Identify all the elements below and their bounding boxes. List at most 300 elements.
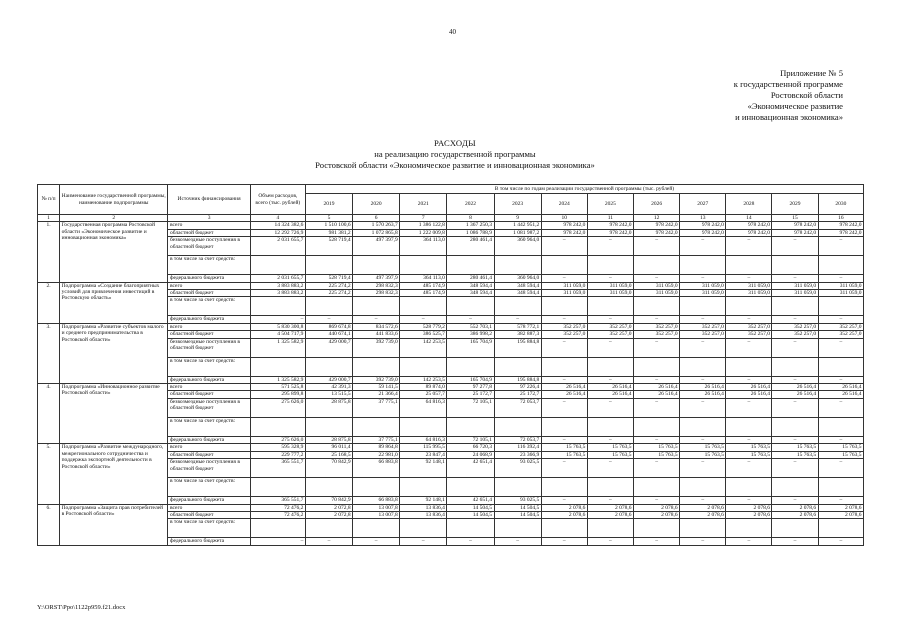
year-value: 26 516,4	[726, 384, 772, 391]
year-value: 2 078,6	[587, 504, 633, 511]
year-value	[772, 297, 818, 316]
year-value: –	[634, 398, 680, 417]
year-value: –	[541, 436, 587, 443]
year-value	[818, 519, 863, 538]
year-value: 26 516,4	[680, 384, 726, 391]
year-value: 37 775,1	[353, 398, 400, 417]
year-value: 26 516,4	[541, 391, 587, 398]
header-year: 2019	[305, 194, 352, 215]
year-value: 42 391,3	[305, 384, 352, 391]
year-value	[772, 478, 818, 497]
year-value: 89 874,0	[400, 384, 447, 391]
year-value: 2 078,6	[818, 504, 863, 511]
year-value: 26 516,4	[680, 391, 726, 398]
year-value	[447, 478, 494, 497]
year-value	[680, 357, 726, 376]
heading-title: РАСХОДЫ	[434, 138, 476, 148]
year-value	[541, 478, 587, 497]
year-value	[726, 417, 772, 436]
year-value: 2 078,6	[772, 504, 818, 511]
year-value: –	[587, 436, 633, 443]
program-name: Государственная программа Ростовской области «Экономическое развитие и инновационная экономика»	[60, 222, 168, 282]
year-value: 195 884,8	[494, 338, 541, 357]
funding-source: всего	[168, 504, 250, 511]
year-value: 311 059,0	[541, 282, 587, 289]
year-value: –	[772, 459, 818, 478]
table-row	[38, 222, 864, 229]
year-value: 14 504,5	[447, 504, 494, 511]
year-value: 165 704,9	[447, 376, 494, 383]
year-value: 311 059,0	[726, 282, 772, 289]
header-source: Источник финансирования	[168, 185, 250, 215]
column-number: 12	[634, 215, 680, 222]
year-value: 311 059,0	[818, 290, 863, 297]
year-value: –	[726, 538, 772, 545]
year-value: 440 674,1	[305, 331, 352, 338]
year-value: 352 257,0	[587, 331, 633, 338]
year-value: 72 053,7	[494, 436, 541, 443]
year-value: –	[587, 497, 633, 504]
year-value: 22 981,0	[353, 451, 400, 458]
funding-source: федерального бюджета	[168, 316, 250, 323]
year-value	[400, 478, 447, 497]
year-value: 352 257,0	[680, 323, 726, 330]
heading-subtitle: на реализацию государственной программы	[374, 149, 536, 159]
year-value	[494, 519, 541, 538]
year-value: 26 516,4	[726, 391, 772, 398]
year-value: –	[634, 338, 680, 357]
year-value: –	[818, 316, 863, 323]
year-value: 1 086 788,9	[447, 229, 494, 236]
year-value: 311 059,0	[818, 282, 863, 289]
total-value	[250, 357, 305, 376]
year-value	[634, 519, 680, 538]
year-value: 311 059,0	[587, 282, 633, 289]
row-number: 6.	[38, 504, 60, 545]
year-value: –	[634, 497, 680, 504]
year-value: 834 572,6	[353, 323, 400, 330]
year-value	[400, 417, 447, 436]
year-value: 15 763,5	[772, 444, 818, 451]
year-value: 429 000,7	[305, 376, 352, 383]
year-value: 165 704,9	[447, 338, 494, 357]
year-value: 352 257,0	[818, 323, 863, 330]
year-value: 978 242,0	[587, 222, 633, 229]
year-value: 348 594,4	[447, 290, 494, 297]
year-value: –	[726, 338, 772, 357]
year-value: –	[541, 459, 587, 478]
funding-source: в том числе за счет средств:	[168, 297, 250, 316]
year-value: 93 025,5	[494, 459, 541, 478]
year-value	[494, 478, 541, 497]
year-value: 311 059,0	[772, 282, 818, 289]
year-value	[587, 519, 633, 538]
year-value	[818, 297, 863, 316]
year-value: 97 226,4	[494, 384, 541, 391]
year-value: 352 257,0	[726, 323, 772, 330]
year-value: 93 025,5	[494, 497, 541, 504]
year-value: –	[726, 275, 772, 282]
year-value: –	[541, 275, 587, 282]
row-number: 2.	[38, 282, 60, 323]
total-value: 2 031 655,7	[250, 275, 305, 282]
year-value: 497 397,9	[353, 237, 400, 256]
year-value: 348 594,4	[447, 282, 494, 289]
total-value	[250, 256, 305, 275]
year-value: 364 113,0	[400, 237, 447, 256]
year-value: 981 381,2	[305, 229, 352, 236]
funding-source: федерального бюджета	[168, 436, 250, 443]
expenses-table	[37, 184, 864, 546]
year-value: –	[818, 538, 863, 545]
year-value: 1 072 865,8	[353, 229, 400, 236]
year-value: –	[587, 398, 633, 417]
total-value	[250, 417, 305, 436]
total-value: 1 325 582,9	[250, 376, 305, 383]
column-number: 5	[305, 215, 352, 222]
year-value: 15 763,5	[818, 444, 863, 451]
year-value: 2 078,6	[541, 511, 587, 518]
year-value	[353, 357, 400, 376]
year-value: 24 068,9	[447, 451, 494, 458]
year-value: –	[680, 376, 726, 383]
column-number: 2	[60, 215, 168, 222]
year-value	[305, 256, 352, 275]
header-year: 2022	[447, 194, 494, 215]
year-value: 978 242,0	[772, 222, 818, 229]
year-value	[447, 297, 494, 316]
year-value: –	[726, 237, 772, 256]
year-value: 115 995,5	[400, 444, 447, 451]
year-value: 15 763,5	[680, 451, 726, 458]
year-value: –	[587, 237, 633, 256]
year-value: 311 059,0	[587, 290, 633, 297]
year-value: 14 504,5	[447, 511, 494, 518]
year-value	[353, 417, 400, 436]
year-value	[772, 519, 818, 538]
year-value: 26 516,4	[634, 391, 680, 398]
funding-source: всего	[168, 384, 250, 391]
year-value: 2 078,6	[726, 504, 772, 511]
year-value: 26 516,4	[541, 384, 587, 391]
year-value: –	[772, 497, 818, 504]
program-name: Подпрограмма «Защита прав потребителей в Ростовской области»	[60, 504, 168, 545]
total-value: 229 777,2	[250, 451, 305, 458]
year-value: 978 242,0	[541, 229, 587, 236]
year-value: 298 832,3	[353, 290, 400, 297]
total-value: 275 626,0	[250, 436, 305, 443]
year-value: 42 651,4	[447, 497, 494, 504]
year-value: 66 883,8	[353, 497, 400, 504]
year-value: –	[680, 398, 726, 417]
year-value	[818, 478, 863, 497]
header-year: 2020	[353, 194, 400, 215]
year-value: –	[680, 459, 726, 478]
year-value: –	[634, 316, 680, 323]
year-value: –	[587, 376, 633, 383]
year-value: 37 775,1	[353, 436, 400, 443]
year-value: 280 461,4	[447, 275, 494, 282]
year-value: –	[305, 538, 352, 545]
year-value: 2 078,6	[680, 511, 726, 518]
year-value: 978 242,0	[818, 222, 863, 229]
year-value: 42 651,4	[447, 459, 494, 478]
column-number: 11	[587, 215, 633, 222]
year-value: 352 257,0	[680, 331, 726, 338]
year-value: 142 253,5	[400, 338, 447, 357]
year-value: –	[818, 376, 863, 383]
year-value: 15 763,5	[587, 451, 633, 458]
year-value: 528 719,4	[305, 275, 352, 282]
year-value: 13 836,4	[400, 504, 447, 511]
year-value	[494, 256, 541, 275]
year-value: 352 257,0	[818, 331, 863, 338]
year-value: 26 516,4	[587, 391, 633, 398]
year-value: 70 842,9	[305, 459, 352, 478]
year-value: 382 887,3	[494, 331, 541, 338]
year-value: 348 594,4	[494, 290, 541, 297]
year-value: 15 763,5	[541, 451, 587, 458]
year-value: –	[772, 275, 818, 282]
year-value: 15 763,5	[726, 444, 772, 451]
year-value: 72 053,7	[494, 398, 541, 417]
year-value: 97 277,8	[447, 384, 494, 391]
total-value: 365 551,7	[250, 459, 305, 478]
year-value	[305, 297, 352, 316]
total-value: –	[250, 538, 305, 545]
row-number: 3.	[38, 323, 60, 383]
header-num: № п/п	[38, 185, 60, 215]
year-value: 15 763,5	[587, 444, 633, 451]
total-value: –	[250, 316, 305, 323]
program-name: Подпрограмма «Развитие международного, межрегионального сотрудничества и поддержка экспортной деятельности в Ростовской области»	[60, 444, 168, 504]
total-value: 3 883 883,2	[250, 290, 305, 297]
year-value: 26 516,4	[772, 391, 818, 398]
year-value: –	[772, 538, 818, 545]
year-value: 225 274,2	[305, 282, 352, 289]
total-value: 275 626,0	[250, 398, 305, 417]
year-value: –	[587, 316, 633, 323]
year-value: 485 174,9	[400, 282, 447, 289]
year-value: –	[541, 237, 587, 256]
year-value	[400, 256, 447, 275]
year-value	[305, 519, 352, 538]
year-value: 15 763,5	[680, 444, 726, 451]
funding-source: безвозмездные поступления в областной бюджет	[168, 459, 250, 478]
year-value: –	[634, 376, 680, 383]
funding-source: в том числе за счет средств:	[168, 519, 250, 538]
total-value: 365 551,7	[250, 497, 305, 504]
funding-source: областной бюджет	[168, 391, 250, 398]
total-value: 14 324 382,6	[250, 222, 305, 229]
column-number: 1	[38, 215, 60, 222]
appendix-line: Ростовской области	[770, 90, 843, 100]
funding-source: всего	[168, 222, 250, 229]
year-value: 2 078,6	[818, 511, 863, 518]
year-value: 485 174,9	[400, 290, 447, 297]
year-value	[726, 256, 772, 275]
year-value: 23 847,4	[400, 451, 447, 458]
year-value: 96 011,4	[305, 444, 352, 451]
year-value: 2 072,8	[305, 511, 352, 518]
year-value: 15 763,5	[726, 451, 772, 458]
column-number: 13	[680, 215, 726, 222]
year-value: 2 078,6	[680, 504, 726, 511]
year-value: 869 674,8	[305, 323, 352, 330]
year-value	[726, 297, 772, 316]
total-value: 295 899,8	[250, 391, 305, 398]
year-value: 64 816,3	[400, 436, 447, 443]
year-value: 25 172,7	[494, 391, 541, 398]
year-value: –	[634, 237, 680, 256]
total-value: 2 031 655,7	[250, 237, 305, 256]
year-value: 298 832,3	[353, 282, 400, 289]
year-value: 1 386 122,8	[400, 222, 447, 229]
table-row	[38, 282, 864, 289]
page-number: 40	[449, 28, 456, 36]
year-value	[353, 478, 400, 497]
header-year: 2027	[680, 194, 726, 215]
year-value	[680, 297, 726, 316]
row-number: 4.	[38, 384, 60, 444]
year-value	[353, 297, 400, 316]
year-value: –	[818, 459, 863, 478]
year-value: 978 242,0	[726, 222, 772, 229]
program-name: Подпрограмма «Создание благоприятных условий для привлечения инвестиций в Ростовскую область»	[60, 282, 168, 323]
appendix-line: и инновационная экономика»	[735, 112, 843, 122]
year-value: –	[818, 237, 863, 256]
year-value: 142 253,5	[400, 376, 447, 383]
year-value: 72 105,1	[447, 398, 494, 417]
year-value	[447, 519, 494, 538]
year-value: –	[634, 436, 680, 443]
year-value: 978 242,0	[726, 229, 772, 236]
appendix-line: «Экономическое развитие	[747, 101, 843, 111]
funding-source: федерального бюджета	[168, 376, 250, 383]
year-value	[541, 256, 587, 275]
year-value: 1 367 250,3	[447, 222, 494, 229]
funding-source: областной бюджет	[168, 229, 250, 236]
year-value: 64 816,3	[400, 398, 447, 417]
year-value: –	[680, 497, 726, 504]
year-value: 348 594,4	[494, 282, 541, 289]
year-value	[400, 357, 447, 376]
year-value: 25 168,5	[305, 451, 352, 458]
year-value: –	[680, 275, 726, 282]
total-value: 72 476,2	[250, 511, 305, 518]
column-number: 3	[168, 215, 250, 222]
year-value: –	[587, 538, 633, 545]
year-value	[634, 256, 680, 275]
year-value: 1 570 263,7	[353, 222, 400, 229]
year-value	[772, 357, 818, 376]
year-value	[447, 417, 494, 436]
column-number: 10	[541, 215, 587, 222]
year-value: –	[772, 316, 818, 323]
year-value: 2 078,6	[541, 504, 587, 511]
year-value: 195 884,8	[494, 376, 541, 383]
year-value: –	[726, 376, 772, 383]
funding-source: всего	[168, 444, 250, 451]
year-value: –	[541, 538, 587, 545]
year-value	[587, 417, 633, 436]
year-value	[818, 357, 863, 376]
funding-source: безвозмездные поступления в областной бюджет	[168, 338, 250, 357]
year-value	[353, 256, 400, 275]
funding-source: областной бюджет	[168, 331, 250, 338]
year-value: 1 442 951,2	[494, 222, 541, 229]
year-value	[634, 357, 680, 376]
year-value: –	[772, 338, 818, 357]
year-value: 89 864,8	[353, 444, 400, 451]
year-value	[587, 357, 633, 376]
year-value: 392 739,0	[353, 338, 400, 357]
appendix-line: к государственной программе	[733, 79, 843, 89]
year-value: –	[818, 497, 863, 504]
year-value: 578 772,1	[494, 323, 541, 330]
year-value: 1 081 987,2	[494, 229, 541, 236]
year-value: 978 242,0	[680, 222, 726, 229]
year-value: –	[587, 275, 633, 282]
year-value	[305, 478, 352, 497]
row-number: 5.	[38, 444, 60, 504]
funding-source: федерального бюджета	[168, 275, 250, 282]
header-year: 2023	[494, 194, 541, 215]
year-value	[772, 256, 818, 275]
year-value: 352 257,0	[541, 331, 587, 338]
header-year: 2025	[587, 194, 633, 215]
year-value: –	[680, 436, 726, 443]
year-value	[726, 478, 772, 497]
year-value: –	[680, 316, 726, 323]
year-value: 2 072,8	[305, 504, 352, 511]
year-value	[680, 256, 726, 275]
year-value: –	[353, 316, 400, 323]
year-value: 978 242,0	[772, 229, 818, 236]
funding-source: в том числе за счет средств:	[168, 256, 250, 275]
year-value	[726, 357, 772, 376]
year-value: –	[772, 436, 818, 443]
year-value: –	[726, 459, 772, 478]
year-value: –	[353, 538, 400, 545]
year-value: 497 397,9	[353, 275, 400, 282]
year-value: –	[541, 338, 587, 357]
year-value	[680, 519, 726, 538]
year-value: 59 141,5	[353, 384, 400, 391]
header-name: Наименование государственной программы, наименование подпрограммы	[60, 185, 168, 215]
total-value: 1 325 582,9	[250, 338, 305, 357]
column-number: 9	[494, 215, 541, 222]
funding-source: в том числе за счет средств:	[168, 417, 250, 436]
year-value: 352 257,0	[634, 331, 680, 338]
funding-source: безвозмездные поступления в областной бюджет	[168, 398, 250, 417]
appendix-line: Приложение № 5	[780, 68, 843, 78]
year-value: 441 833,6	[353, 331, 400, 338]
year-value	[541, 417, 587, 436]
total-value: 595 328,9	[250, 444, 305, 451]
year-value: 15 763,5	[772, 451, 818, 458]
funding-source: всего	[168, 282, 250, 289]
year-value: –	[726, 398, 772, 417]
year-value: 15 763,5	[634, 444, 680, 451]
funding-source: федерального бюджета	[168, 538, 250, 545]
column-number: 4	[250, 215, 305, 222]
year-value: 25 057,7	[400, 391, 447, 398]
year-value: 26 516,4	[634, 384, 680, 391]
year-value: –	[634, 538, 680, 545]
year-value: 311 059,0	[634, 282, 680, 289]
year-value: 13 515,5	[305, 391, 352, 398]
